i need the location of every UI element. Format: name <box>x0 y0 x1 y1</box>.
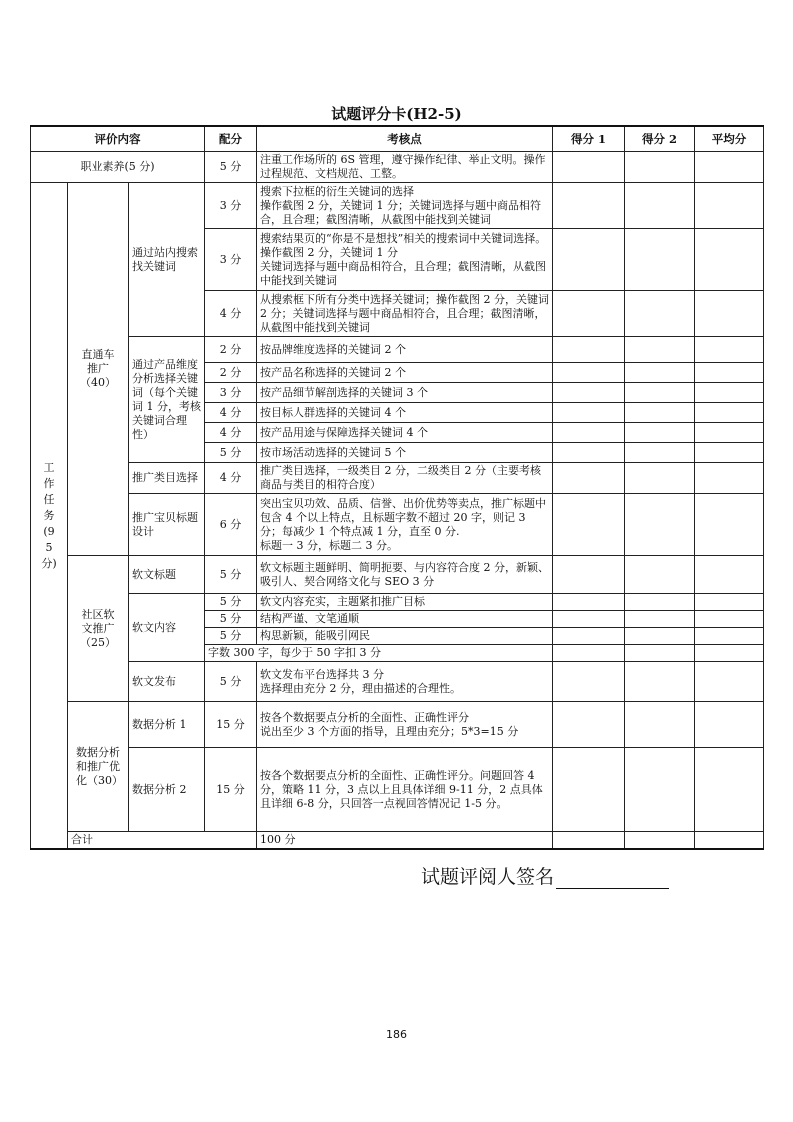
score1-cell[interactable] <box>553 611 625 628</box>
score1-cell[interactable] <box>553 383 625 403</box>
avg-cell[interactable] <box>695 628 764 645</box>
point-cell: 构思新颖，能吸引网民 <box>257 628 553 645</box>
score1-cell[interactable] <box>553 645 625 662</box>
point-cell: 按各个数据要点分析的全面性、正确性评分。问题回答 4 分，策略 11 分，3 点以上且具体详细 9-11 分，2 点具体且详细 6-8 分，只回答一点视回答情况记 1-5 分。 <box>257 748 553 832</box>
header-score2: 得分 2 <box>625 126 695 152</box>
score-cell: 5 分 <box>205 594 257 611</box>
baby-title-label: 推广宝贝标题设计 <box>129 494 205 556</box>
score-cell: 5 分 <box>205 611 257 628</box>
point-cell: 推广类目选择，一级类目 2 分，二级类目 2 分（主要考核商品与类目的相符合度） <box>257 463 553 494</box>
score1-cell[interactable] <box>553 291 625 337</box>
soft-content-label: 软文内容 <box>129 594 205 662</box>
score1-cell[interactable] <box>553 443 625 463</box>
data2-label: 数据分析 2 <box>129 748 205 832</box>
avg-cell[interactable] <box>695 152 764 183</box>
score2-cell[interactable] <box>625 183 695 229</box>
score1-cell[interactable] <box>553 494 625 556</box>
score-cell: 3 分 <box>205 229 257 291</box>
score2-cell[interactable] <box>625 229 695 291</box>
total-row <box>31 832 764 850</box>
score2-cell[interactable] <box>625 463 695 494</box>
score2-cell[interactable] <box>625 423 695 443</box>
header-row <box>31 126 764 152</box>
score-cell: 4 分 <box>205 403 257 423</box>
data1-label: 数据分析 1 <box>129 702 205 748</box>
score1-cell[interactable] <box>553 403 625 423</box>
score2-cell[interactable] <box>625 363 695 383</box>
point-cell: 软文标题主题鲜明、简明扼要、与内容符合度 2 分，新颖、吸引人、契合网络文化与 SEO 3 分 <box>257 556 553 594</box>
header-point: 考核点 <box>257 126 553 152</box>
point-cell: 软文发布平台选择共 3 分 选择理由充分 2 分，理由描述的合理性。 <box>257 662 553 702</box>
score-cell: 15 分 <box>205 748 257 832</box>
score1-cell[interactable] <box>553 628 625 645</box>
professional-label: 职业素养(5 分) <box>31 152 205 183</box>
score2-cell[interactable] <box>625 443 695 463</box>
score-cell: 5 分 <box>205 152 257 183</box>
score2-cell[interactable] <box>625 594 695 611</box>
avg-cell[interactable] <box>695 494 764 556</box>
header-avg: 平均分 <box>695 126 764 152</box>
table-row <box>31 594 764 611</box>
score2-cell[interactable] <box>625 152 695 183</box>
table-row <box>31 702 764 748</box>
score-cell: 3 分 <box>205 383 257 403</box>
score-cell: 5 分 <box>205 628 257 645</box>
score2-cell[interactable] <box>625 403 695 423</box>
score-cell: 15 分 <box>205 702 257 748</box>
score-table <box>30 125 764 850</box>
table-row <box>31 183 764 229</box>
point-cell: 按市场活动选择的关键词 5 个 <box>257 443 553 463</box>
score2-cell[interactable] <box>695 832 764 850</box>
soft-publish-label: 软文发布 <box>129 662 205 702</box>
score-cell: 4 分 <box>205 291 257 337</box>
soft-title-label: 软文标题 <box>129 556 205 594</box>
through-car-label: 直通车推广（40） <box>68 183 129 556</box>
score1-cell[interactable] <box>553 229 625 291</box>
score1-cell[interactable] <box>625 832 695 850</box>
point-cell: 突出宝贝功效、品质、信誉、出价优势等卖点，推广标题中包含 4 个以上特点，且标题字数不超过 20 字，则记 3 分；每减少 1 个特点减 1 分，直至 0 分. 标题一 3 分，标题二 3 分。 <box>257 494 553 556</box>
signature <box>421 862 669 889</box>
header-score1: 得分 1 <box>553 126 625 152</box>
score2-cell[interactable] <box>625 748 695 832</box>
avg-cell[interactable] <box>695 363 764 383</box>
soft-words-cell: 字数 300 字，每少于 50 字扣 3 分 <box>205 645 553 662</box>
table-row <box>31 152 764 183</box>
avg-cell[interactable] <box>695 594 764 611</box>
search-kw-label: 通过站内搜索找关键词 <box>129 183 205 337</box>
table-row <box>31 494 764 556</box>
avg-cell[interactable] <box>695 463 764 494</box>
score1-cell[interactable] <box>553 702 625 748</box>
score2-cell[interactable] <box>625 628 695 645</box>
point-cell: 按产品名称选择的关键词 2 个 <box>257 363 553 383</box>
avg-cell[interactable] <box>695 662 764 702</box>
score1-cell[interactable] <box>553 363 625 383</box>
total-label: 合计 <box>68 832 257 850</box>
score2-cell[interactable] <box>625 556 695 594</box>
work-task-label: 工作任务(95分) <box>31 183 68 850</box>
score2-cell[interactable] <box>625 337 695 363</box>
point-cell: 结构严谨、文笔通顺 <box>257 611 553 628</box>
total-score: 100 分 <box>257 832 553 850</box>
score-cell: 4 分 <box>205 463 257 494</box>
page-title: 试题评分卡(H2-5) <box>331 105 462 123</box>
score2-cell[interactable] <box>625 645 695 662</box>
point-cell: 按品牌维度选择的关键词 2 个 <box>257 337 553 363</box>
score-cell: 2 分 <box>205 337 257 363</box>
table-row <box>31 662 764 702</box>
point-cell: 搜索下拉框的衍生关键词的选择 操作截图 2 分，关键词 1 分；关键词选择与题中商品相符合，且合理；截图清晰，从截图中能找到关键词 <box>257 183 553 229</box>
score1-cell[interactable] <box>553 594 625 611</box>
avg-cell[interactable] <box>695 702 764 748</box>
header-score: 配分 <box>205 126 257 152</box>
avg-cell[interactable] <box>695 645 764 662</box>
point-cell: 按产品细节解剖选择的关键词 3 个 <box>257 383 553 403</box>
score1-cell[interactable] <box>553 183 625 229</box>
avg-cell[interactable] <box>695 383 764 403</box>
score-cell: 5 分 <box>205 556 257 594</box>
point-cell: 搜索结果页的“你是不是想找”相关的搜索词中关键词选择。操作截图 2 分，关键词 1 分 关键词选择与题中商品相符合，且合理；截图清晰，从截图中能找到关键词 <box>257 229 553 291</box>
score-cell: 5 分 <box>205 443 257 463</box>
score2-cell[interactable] <box>625 291 695 337</box>
score-cell: 4 分 <box>205 423 257 443</box>
score-cell: 6 分 <box>205 494 257 556</box>
avg-cell[interactable] <box>695 337 764 363</box>
score2-cell[interactable] <box>625 611 695 628</box>
data-opt-label: 数据分析和推广优化（30） <box>68 702 129 832</box>
score1-cell[interactable] <box>553 463 625 494</box>
table-row <box>31 748 764 832</box>
score1-cell[interactable] <box>553 748 625 832</box>
dimension-kw-label: 通过产品维度分析选择关键词（每个关键词 1 分，考核关键词合理性） <box>129 337 205 463</box>
score-cell: 3 分 <box>205 183 257 229</box>
point-cell: 按产品用途与保障选择关键词 4 个 <box>257 423 553 443</box>
avg-cell[interactable] <box>695 748 764 832</box>
avg-cell[interactable] <box>695 556 764 594</box>
avg-cell[interactable] <box>695 291 764 337</box>
avg-cell[interactable] <box>695 183 764 229</box>
soft-label: 社区软文推广（25） <box>68 556 129 702</box>
avg-cell[interactable] <box>695 443 764 463</box>
signature-label: 试题评阅人签名 <box>421 866 555 888</box>
score1-cell[interactable] <box>553 152 625 183</box>
score-cell: 5 分 <box>205 662 257 702</box>
score2-cell[interactable] <box>625 702 695 748</box>
point-cell: 按目标人群选择的关键词 4 个 <box>257 403 553 423</box>
page-number: 186 <box>386 1028 407 1041</box>
table-row <box>31 463 764 494</box>
avg-cell[interactable] <box>695 403 764 423</box>
header-eval: 评价内容 <box>31 126 205 152</box>
score2-cell[interactable] <box>625 383 695 403</box>
score1-cell[interactable] <box>553 423 625 443</box>
point-cell: 从搜索框下所有分类中选择关键词；操作截图 2 分，关键词 2 分；关键词选择与题中商品相符合，且合理；截图清晰，从截图中能找到关键词 <box>257 291 553 337</box>
signature-line[interactable] <box>556 870 669 889</box>
score1-cell[interactable] <box>553 556 625 594</box>
score1-cell[interactable] <box>553 337 625 363</box>
score2-cell[interactable] <box>625 494 695 556</box>
score1-cell[interactable] <box>553 662 625 702</box>
avg-cell[interactable] <box>695 423 764 443</box>
point-cell <box>553 832 625 850</box>
score-cell: 2 分 <box>205 363 257 383</box>
avg-cell[interactable] <box>695 229 764 291</box>
table-row <box>31 337 764 363</box>
point-cell: 注重工作场所的 6S 管理，遵守操作纪律、举止文明。操作过程规范、文档规范、工整。 <box>257 152 553 183</box>
point-cell: 按各个数据要点分析的全面性、正确性评分 说出至少 3 个方面的指导，且理由充分；5*3=15 分 <box>257 702 553 748</box>
category-label: 推广类目选择 <box>129 463 205 494</box>
table-row <box>31 556 764 594</box>
score2-cell[interactable] <box>625 662 695 702</box>
point-cell: 软文内容充实，主题紧扣推广目标 <box>257 594 553 611</box>
avg-cell[interactable] <box>695 611 764 628</box>
